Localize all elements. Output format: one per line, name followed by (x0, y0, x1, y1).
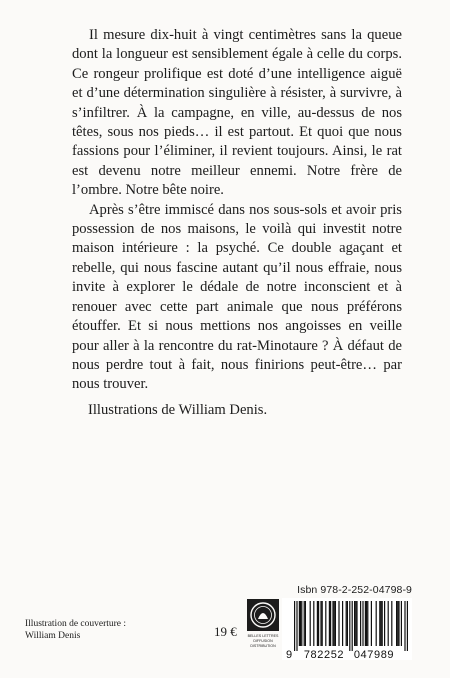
back-cover-blurb (72, 26, 402, 395)
barcode-bar (365, 601, 366, 646)
barcode-bar (398, 601, 399, 646)
barcode-bar (397, 601, 398, 646)
barcode-bar (376, 601, 377, 646)
barcode-bar (366, 601, 367, 646)
illustrations-credit: Illustrations de William Denis. (88, 402, 268, 418)
barcode-bar (294, 601, 295, 651)
barcode-bar (362, 601, 363, 646)
barcode-bar (388, 601, 389, 646)
cover-credit-label: Illustration de couverture : (25, 619, 127, 629)
barcode-bar (407, 601, 408, 651)
logo-text-line-1: BELLES LETTRES (247, 634, 279, 638)
barcode-left-group: 782252 (303, 649, 345, 660)
barcode-bar (338, 601, 339, 646)
barcode-bar (371, 601, 372, 646)
barcode-bar (304, 601, 305, 646)
barcode-bar (313, 601, 314, 646)
barcode-bar (342, 601, 343, 646)
barcode-bar (382, 601, 383, 646)
barcode-bar (356, 601, 357, 646)
barcode-bar (360, 601, 361, 646)
barcode-bar (329, 601, 330, 646)
barcode-bar (317, 601, 318, 646)
barcode-bar (355, 601, 356, 646)
barcode-bar (401, 601, 402, 646)
barcode-bar (325, 601, 326, 646)
barcode-bar (299, 601, 300, 646)
barcode-bar (322, 601, 323, 646)
publisher-seal-icon (246, 598, 280, 654)
blurb-paragraph-1: Il mesure dix-huit à vingt centimètres sans la queue dont la longueur est sensiblement égale à celle du corps. Ce rongeur prolifique est doté d’une intelligence aiguë et d’une détermination singulière à résister, à survivre, à s’infiltrer. À la campagne, en ville, au-dessus de nos têtes, sous nos pieds… il est partout. Et quoi que nous fassions pour l’éliminer, il revient toujours. Ainsi, le rat est devenu notre meilleur ennemi. Notre frère de l’ombre. Notre bête noire. (72, 27, 402, 199)
barcode (282, 598, 412, 660)
barcode-bar (320, 601, 321, 646)
barcode-bar (352, 601, 353, 651)
barcode-bar (346, 601, 347, 646)
barcode-first-digit: 9 (286, 649, 293, 660)
barcode-bar (349, 601, 350, 651)
barcode-bar (305, 601, 306, 646)
barcode-bar (334, 601, 335, 646)
barcode-bar (296, 601, 297, 651)
barcode-bar (380, 601, 381, 646)
barcode-bar (318, 601, 319, 646)
barcode-right-group: 047989 (353, 649, 395, 660)
ean13-barcode-icon (282, 598, 412, 660)
blurb-paragraph-2: Après s’être immiscé dans nos sous-sols et avoir pris possession de nos maisons, le voilà qui investit notre maison intérieure : la psyché. Ce double agaçant et rebelle, qui nous fascine autant qu’il nous effraie, nous invite à explorer le dédale de notre inconscient et à renouer avec cette part animale que nous préférons étouffer. Et si nous mettions nos angoisses en veille pour aller à la rencontre du rat-Minotaure ? À défaut de nous perdre tout à fait, nous finirions peut-être… par nous trouver. (72, 201, 402, 393)
barcode-bar (310, 601, 311, 646)
barcode-bar (384, 601, 385, 646)
barcode-bar (300, 601, 301, 646)
barcode-bar (396, 601, 397, 646)
barcode-bars (294, 601, 408, 651)
cover-credit-name: William Denis (25, 631, 81, 641)
publisher-logo (246, 598, 280, 654)
barcode-bar (354, 601, 355, 646)
barcode-bar (332, 601, 333, 646)
barcode-bar (391, 601, 392, 646)
barcode-bar (404, 601, 405, 651)
barcode-bar (301, 601, 302, 646)
barcode-bar (367, 601, 368, 646)
barcode-bar (330, 601, 331, 646)
logo-text-line-3: DISTRIBUTION (250, 644, 276, 648)
cover-illustration-credit (25, 618, 205, 642)
barcode-bar (335, 601, 336, 646)
isbn-number: Isbn 978-2-252-04798-9 (297, 584, 412, 596)
barcode-bar (347, 601, 348, 646)
logo-text-line-2: DIFFUSION (253, 639, 273, 643)
barcode-bar (379, 601, 380, 646)
price-label: 19 € (214, 624, 237, 639)
